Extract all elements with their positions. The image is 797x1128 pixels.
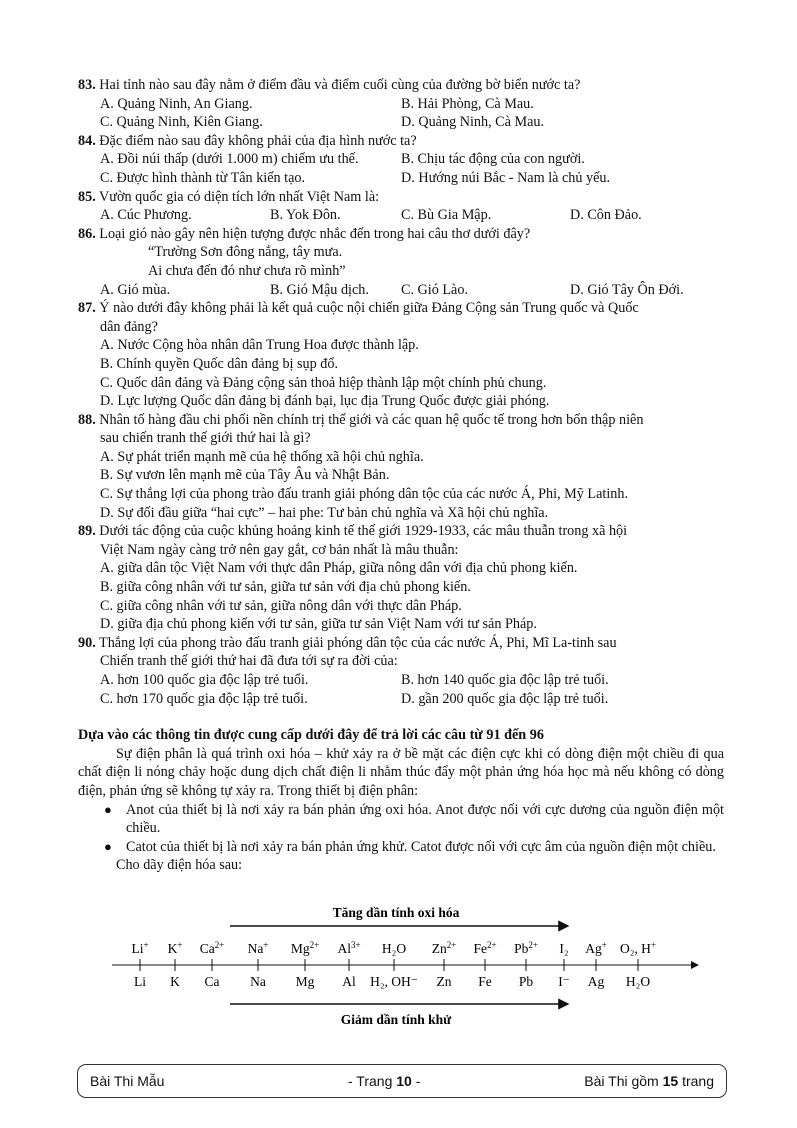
question-87 (78, 299, 724, 411)
bullet-icon: ● (104, 801, 112, 817)
bullet-text: Catot của thiết bị là nơi xảy ra bán phản ứng khử. Catot được nối với cực âm của nguồn điện một chiều. (126, 838, 716, 855)
poem-line-2: Ai chưa đến đó như chưa rõ mình” (148, 262, 346, 279)
footer-left: Bài Thi Mẫu (90, 1073, 165, 1089)
footer-page (348, 1073, 420, 1089)
question-88 (78, 411, 724, 523)
reduction-arrow-label: Giảm dần tính khử (340, 1012, 452, 1027)
bullet-anot (78, 801, 724, 838)
question-stem: Nhân tố hàng đầu chi phối nền chính trị thế giới và các quan hệ quốc tế trong hơn bốn thập niên (99, 411, 644, 428)
option-a[interactable]: A. giữa dân tộc Việt Nam với thực dân Pháp, giữa nông dân với địa chủ phong kiến. (100, 560, 578, 577)
oxidized-form-3: Na+ (247, 940, 269, 956)
reduced-form-3: Na (250, 974, 266, 989)
question-84 (78, 132, 724, 188)
reduced-form-2: Ca (204, 974, 220, 989)
question-83 (78, 76, 724, 132)
reduced-form-5: Al (342, 974, 356, 989)
option-a[interactable]: A. hơn 100 quốc gia độc lập trẻ tuổi. (100, 672, 309, 688)
reduced-form-7: Zn (436, 974, 452, 989)
series-diagram (78, 900, 724, 1030)
question-stem: Loại gió nào gây nên hiện tượng được nhắc đến trong hai câu thơ dưới đây? (99, 225, 531, 242)
option-b[interactable]: B. Sự vươn lên mạnh mẽ của Tây Âu và Nhật Bản. (100, 467, 390, 484)
oxidized-form-12: O₂, H+ (619, 940, 657, 956)
footer-page-prefix: - Trang (348, 1073, 397, 1089)
option-c[interactable]: C. Được hình thành từ Tân kiến tạo. (100, 169, 306, 186)
oxidized-form-0: Li+ (131, 940, 149, 956)
option-b[interactable]: B. Chính quyền Quốc dân đảng bị sụp đổ. (100, 355, 339, 372)
bullet-icon: ● (104, 838, 112, 854)
option-c[interactable]: C. Quốc dân đảng và Đảng cộng sản thoả hiệp thành lập một chính phủ chung. (100, 374, 547, 391)
question-86 (78, 225, 724, 299)
reduced-form-8: Fe (478, 974, 492, 989)
bullet-text: Anot của thiết bị là nơi xảy ra bán phản ứng oxi hóa. Anot được nối với cực dương của nguồn điện một chiều. (126, 801, 724, 837)
option-a[interactable]: A. Gió mùa. (100, 281, 171, 298)
question-number: 83. (78, 77, 96, 93)
question-stem-continued: sau chiến tranh thế giới thứ hai là gì? (100, 430, 311, 447)
reduced-form-1: K (170, 974, 180, 989)
question-number: 87. (78, 300, 96, 317)
electrochemical-series (78, 900, 724, 1030)
option-d[interactable]: D. Quảng Ninh, Cà Mau. (401, 114, 545, 131)
question-stem-continued: dân đảng? (100, 318, 158, 335)
oxidized-form-7: $Zn^{2+}$ (431, 940, 457, 956)
question-85 (78, 188, 724, 225)
option-d[interactable]: D. Gió Tây Ôn Đới. (570, 281, 684, 298)
option-a[interactable]: A. Nước Cộng hòa nhân dân Trung Hoa được thành lập. (100, 337, 419, 354)
question-stem: Dưới tác động của cuộc khủng hoảng kinh tế thế giới 1929-1933, các mâu thuẫn trong xã hội (99, 523, 628, 540)
reduced-form-12: H₂O (625, 974, 651, 989)
question-stem: Thắng lợi của phong trào đấu tranh giải phóng dân tộc của các nước Á, Phi, Mĩ La-tinh sau (99, 634, 617, 651)
oxidized-form-1: K+ (167, 940, 183, 956)
option-b[interactable]: B. Chịu tác động của con người. (401, 151, 585, 168)
option-d[interactable]: D. gần 200 quốc gia độc lập trẻ tuổi. (401, 690, 609, 707)
reduced-form-4: Mg (295, 974, 315, 989)
oxidation-arrow-label: Tăng dần tính oxi hóa (332, 905, 460, 920)
oxidized-form-9: $Pb^{2+}$ (514, 940, 538, 956)
oxidized-form-5: $Al^{3+}$ (337, 940, 361, 956)
series-intro: Cho dãy điện hóa sau: (116, 857, 243, 874)
question-number: 90. (78, 634, 96, 651)
option-d[interactable]: D. Sự đối đầu giữa “hai cực” – hai phe: Tư bản chủ nghĩa và Xã hội chủ nghĩa. (100, 504, 549, 521)
oxidized-form-10: I₂ (559, 941, 569, 956)
footer-total (584, 1073, 714, 1089)
option-b[interactable]: B. Gió Mậu dịch. (270, 281, 369, 298)
poem-line-1: “Trường Sơn đông nắng, tây mưa. (148, 244, 343, 261)
reduced-form-9: Pb (518, 974, 534, 989)
footer-page-number: 10 (396, 1073, 412, 1089)
section-paragraph: Sự điện phân là quá trình oxi hóa – khử xảy ra ở bề mặt các điện cực khi có dòng điện một chiều đi qua chất điện li nóng chảy hoặc dung dịch chất điện li nhằm thúc đẩy một phản ứng hóa học mà nếu không có dòng điện, phản ứng sẽ không tự xảy ra. Trong thiết bị điện phân: (78, 745, 724, 799)
reduced-form-6: H₂, OH⁻ (370, 974, 418, 989)
option-c[interactable]: C. Gió Lào. (401, 281, 468, 298)
question-stem: Đặc điểm nào sau đây không phải của địa hình nước ta? (99, 132, 417, 149)
option-a[interactable]: A. Sự phát triển mạnh mẽ của hệ thống xã hội chủ nghĩa. (100, 448, 424, 465)
reduced-form-0: Li (134, 974, 146, 989)
question-number: 88. (78, 411, 96, 428)
question-90 (78, 634, 724, 708)
question-stem: Ý nào dưới đây không phải là kết quả cuộc nội chiến giữa Đảng Cộng sản Trung quốc và Quốc (99, 300, 639, 317)
exam-page (78, 76, 724, 875)
option-a[interactable]: A. Đồi núi thấp (dưới 1.000 m) chiếm ưu thế. (100, 151, 359, 168)
footer-total-prefix: Bài Thi gồm (584, 1073, 663, 1089)
question-stem-continued: Chiến tranh thế giới thứ hai đã đưa tới sự ra đời của: (100, 653, 398, 670)
option-c[interactable]: C. Bù Gia Mập. (401, 207, 492, 224)
option-d[interactable]: D. giữa địa chủ phong kiến với tư sản, giữa tư sản Việt Nam với tư sản Pháp. (100, 616, 537, 633)
option-d[interactable]: D. Hướng núi Bắc - Nam là chủ yếu. (401, 169, 611, 186)
footer-page-suffix: - (411, 1073, 421, 1089)
option-c[interactable]: C. giữa công nhân với tư sản, giữa nông dân với thực dân Pháp. (100, 597, 462, 614)
option-d[interactable]: D. Côn Đảo. (570, 207, 642, 224)
question-stem-continued: Việt Nam ngày càng trở nên gay gắt, cơ bản nhất là mâu thuẫn: (100, 541, 459, 558)
reduced-form-10: I⁻ (558, 974, 570, 989)
option-c[interactable]: C. hơn 170 quốc gia độc lập trẻ tuổi. (100, 690, 308, 707)
question-number: 84. (78, 132, 96, 149)
oxidized-form-11: Ag+ (585, 940, 607, 956)
option-d[interactable]: D. Lực lượng Quốc dân đảng bị đánh bại, lục địa Trung Quốc được giải phóng. (100, 393, 550, 410)
option-b[interactable]: B. hơn 140 quốc gia độc lập trẻ tuổi. (401, 672, 609, 688)
footer-total-pages: 15 (662, 1073, 679, 1089)
reduced-form-11: Ag (587, 974, 605, 989)
oxidized-form-6: H₂O (381, 941, 407, 956)
option-b[interactable]: B. Hải Phòng, Cà Mau. (401, 95, 534, 112)
question-number: 89. (78, 523, 96, 540)
option-b[interactable]: B. giữa công nhân với tư sản, giữa tư sản với địa chủ phong kiến. (100, 579, 471, 596)
page-footer (77, 1064, 727, 1098)
question-stem: Hai tỉnh nào sau đây nằm ở điểm đầu và điểm cuối cùng của đường bờ biển nước ta? (99, 77, 581, 93)
option-a[interactable]: A. Quảng Ninh, An Giang. (100, 95, 253, 112)
question-stem: Vườn quốc gia có diện tích lớn nhất Việt Nam là: (99, 188, 380, 205)
oxidized-form-2: $Ca^{2+}$ (199, 940, 225, 956)
option-a[interactable]: A. Cúc Phương. (100, 207, 192, 224)
option-c[interactable]: C. Sự thắng lợi của phong trào đấu tranh giải phóng dân tộc của các nước Á, Phi, Mỹ Latinh. (100, 486, 629, 503)
question-number: 86. (78, 225, 96, 242)
footer-total-suffix: trang (678, 1073, 714, 1089)
question-number: 85. (78, 188, 96, 205)
oxidized-form-4: $Mg^{2+}$ (290, 940, 320, 956)
bullet-catot (78, 838, 724, 857)
section-title: Dựa vào các thông tin được cung cấp dưới đây để trả lời các câu từ 91 đến 96 (78, 727, 544, 744)
oxidized-form-8: $Fe^{2+}$ (473, 940, 497, 956)
option-b[interactable]: B. Yok Đôn. (270, 207, 341, 224)
option-c[interactable]: C. Quảng Ninh, Kiên Giang. (100, 114, 263, 131)
question-89 (78, 522, 724, 634)
